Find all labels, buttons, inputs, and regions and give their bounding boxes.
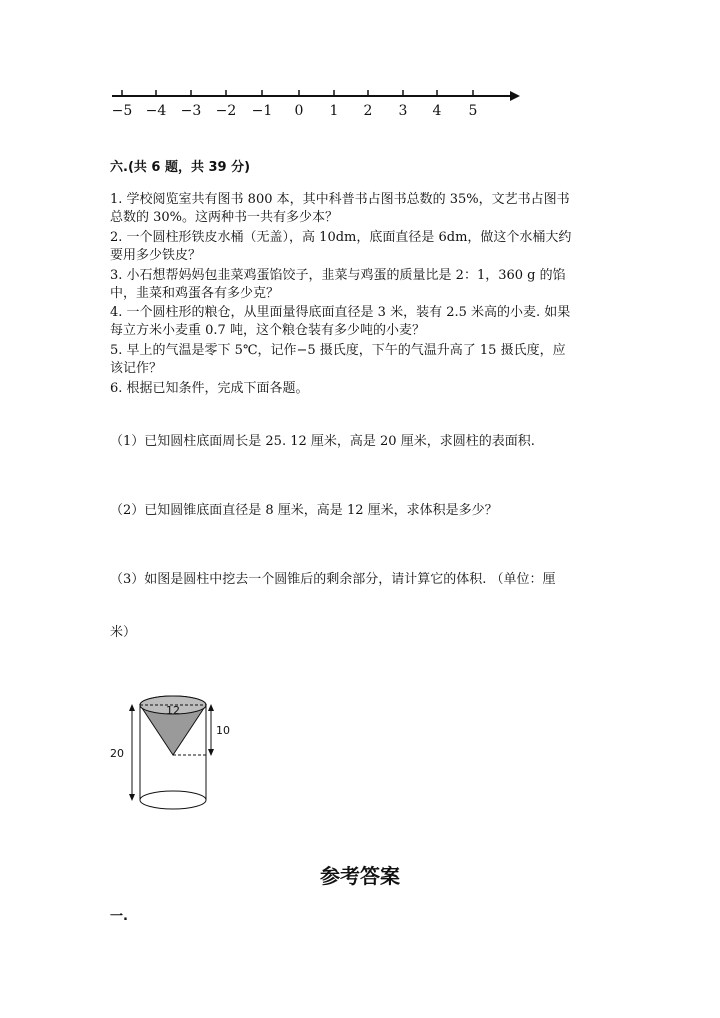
number-line-label: 4 [432,103,442,119]
section-title: 六.(共 6 题，共 39 分) [110,160,251,175]
number-line-label: −4 [145,103,167,119]
label-diameter: 12 [166,704,180,717]
question-line: 3. 小石想帮妈妈包韭菜鸡蛋馅饺子，韭菜与鸡蛋的质量比是 2：1，360 g 的馅 [110,268,566,283]
question-6 [110,380,610,398]
number-line-label: 5 [468,103,478,119]
number-line-label: 3 [398,103,408,119]
question-line: 每立方米小麦重 0.7 吨，这个粮仓装有多少吨的小麦？ [110,323,425,338]
question-3 [110,267,610,303]
number-line-label: −5 [111,103,133,119]
subquestion-2: （2）已知圆锥底面直径是 8 厘米，高是 12 厘米，求体积是多少？ [110,503,498,518]
question-line: 中，韭菜和鸡蛋各有多少克？ [110,286,280,301]
subquestion-1: （1）已知圆柱底面周长是 25. 12 厘米，高是 20 厘米，求圆柱的表面积. [110,434,535,449]
question-2 [110,229,610,265]
number-line-label: 2 [363,103,373,119]
question-line: 2. 一个圆柱形铁皮水桶（无盖），高 10dm，底面直径是 6dm，做这个水桶大约 [110,230,572,245]
number-line-label: 1 [329,103,339,119]
label-cylinder-height: 20 [110,747,124,760]
answer-section-one: 一. [110,909,128,924]
question-5 [110,342,610,378]
subquestion-3: （3）如图是圆柱中挖去一个圆锥后的剩余部分，请计算它的体积. （单位：厘 [110,572,556,587]
question-line: 5. 早上的气温是零下 5℃，记作−5 摄氏度，下午的气温升高了 15 摄氏度，应 [110,343,566,358]
number-line-label: 0 [294,103,304,119]
question-line: 要用多少铁皮？ [110,248,202,263]
number-line-label: −1 [251,103,273,119]
number-line-label: −2 [215,103,237,119]
question-line: 1. 学校阅览室共有图书 800 本，其中科普书占图书总数的 35%，文艺书占图书 [110,192,570,207]
question-line: 4. 一个圆柱形的粮仓，从里面量得底面直径是 3 米，装有 2.5 米高的小麦. 如果 [110,305,571,320]
answer-title: 参考答案 [320,864,400,888]
question-1 [110,191,610,227]
cylinder-cone-figure [108,690,248,815]
subquestion-3-continued: 米） [110,625,137,640]
number-line-label: −3 [180,103,202,119]
question-line: 该记作？ [110,361,163,376]
question-4 [110,304,610,340]
label-cone-height: 10 [216,724,230,737]
number-line [100,80,530,125]
question-line: 总数的 30%。这两种书一共有多少本？ [110,210,339,225]
question-line: 6. 根据已知条件，完成下面各题。 [110,381,309,396]
